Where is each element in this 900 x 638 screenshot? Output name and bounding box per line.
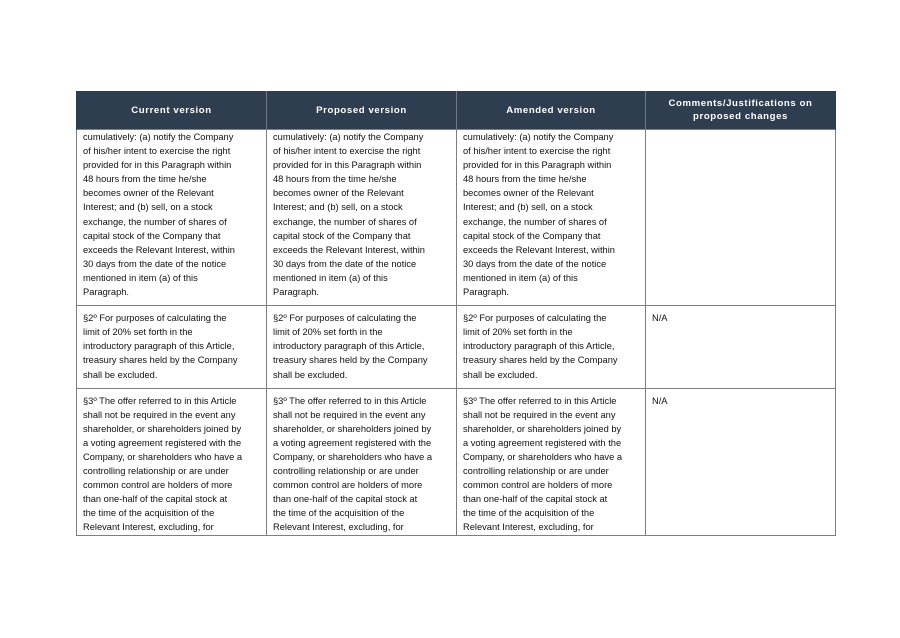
header-amended-version: Amended version <box>457 91 646 130</box>
amendment-comparison-table <box>76 91 836 536</box>
cell-amended-version: §2º For purposes of calculating the limit of 20% set forth in the introductory paragraph of this Article, treasury shares held by the Company shall be excluded. <box>457 306 646 388</box>
cell-current-version: cumulatively: (a) notify the Company of his/her intent to exercise the right provided for in this Paragraph within 48 hours from the time he/she becomes owner of the Relevant Interest; and (b) sell, on a stock exchange, the number of shares of capital stock of the Company that exceeds the Relevant Interest, within 30 days from the date of the notice mentioned in item (a) of this Paragraph. <box>77 130 267 306</box>
cell-comments: N/A <box>646 306 836 388</box>
cell-comments: N/A <box>646 388 836 535</box>
table-body <box>77 130 836 536</box>
table-row <box>77 306 836 388</box>
table-row <box>77 388 836 535</box>
cell-amended-version: cumulatively: (a) notify the Company of his/her intent to exercise the right provided for in this Paragraph within 48 hours from the time he/she becomes owner of the Relevant Interest; and (b) sell, on a stock exchange, the number of shares of capital stock of the Company that exceeds the Relevant Interest, within 30 days from the date of the notice mentioned in item (a) of this Paragraph. <box>457 130 646 306</box>
table-header <box>77 91 836 130</box>
header-proposed-version: Proposed version <box>267 91 457 130</box>
header-row <box>77 91 836 130</box>
cell-comments <box>646 130 836 306</box>
cell-proposed-version: cumulatively: (a) notify the Company of his/her intent to exercise the right provided for in this Paragraph within 48 hours from the time he/she becomes owner of the Relevant Interest; and (b) sell, on a stock exchange, the number of shares of capital stock of the Company that exceeds the Relevant Interest, within 30 days from the date of the notice mentioned in item (a) of this Paragraph. <box>267 130 457 306</box>
cell-amended-version: §3º The offer referred to in this Article shall not be required in the event any shareholder, or shareholders joined by a voting agreement registered with the Company, or shareholders who have a controlling relationship or are under common control are holders of more than one-half of the capital stock at the time of the acquisition of the Relevant Interest, excluding, for <box>457 388 646 535</box>
cell-current-version: §3º The offer referred to in this Article shall not be required in the event any shareholder, or shareholders joined by a voting agreement registered with the Company, or shareholders who have a controlling relationship or are under common control are holders of more than one-half of the capital stock at the time of the acquisition of the Relevant Interest, excluding, for <box>77 388 267 535</box>
table-row <box>77 130 836 306</box>
cell-current-version: §2º For purposes of calculating the limit of 20% set forth in the introductory paragraph of this Article, treasury shares held by the Company shall be excluded. <box>77 306 267 388</box>
header-comments-justifications: Comments/Justifications on proposed changes <box>646 91 836 130</box>
cell-proposed-version: §3º The offer referred to in this Article shall not be required in the event any shareholder, or shareholders joined by a voting agreement registered with the Company, or shareholders who have a controlling relationship or are under common control are holders of more than one-half of the capital stock at the time of the acquisition of the Relevant Interest, excluding, for <box>267 388 457 535</box>
header-current-version: Current version <box>77 91 267 130</box>
cell-proposed-version: §2º For purposes of calculating the limit of 20% set forth in the introductory paragraph of this Article, treasury shares held by the Company shall be excluded. <box>267 306 457 388</box>
